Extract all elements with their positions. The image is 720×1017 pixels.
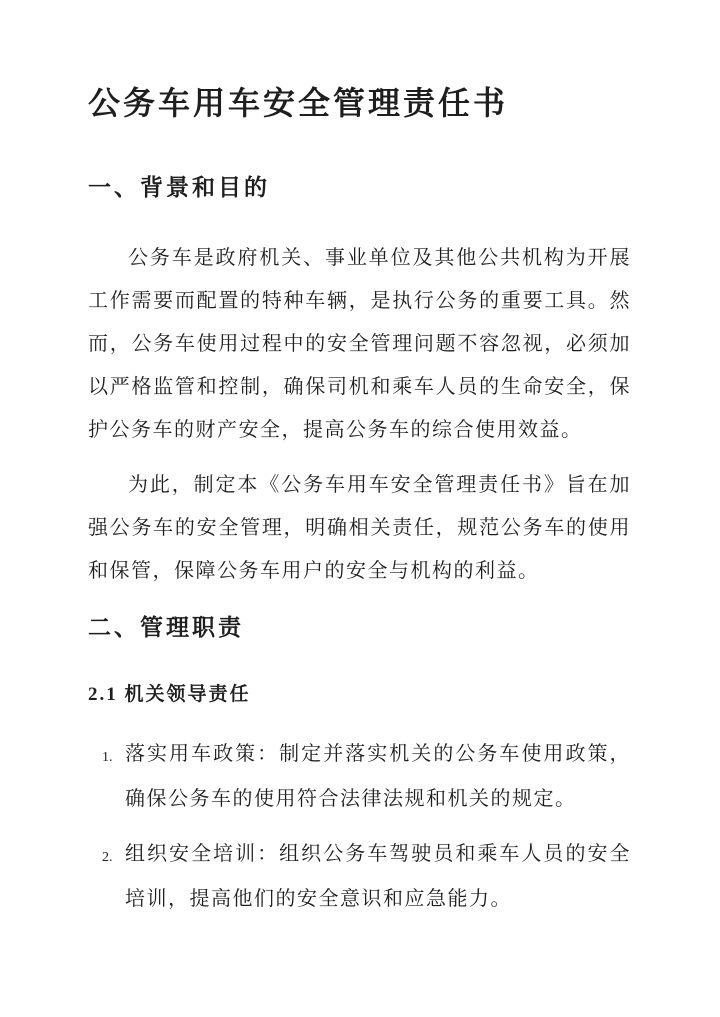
section-heading-background: 一、背景和目的 bbox=[88, 175, 270, 200]
paragraph-background-2: 为此，制定本《公务车用车安全管理责任书》旨在加强公务车的安全管理，明确相关责任，规范公务车的使用和保管，保障公务车用户的安全与机构的利益。 bbox=[88, 474, 631, 582]
duties-numbered-list bbox=[88, 732, 631, 922]
paragraph-background-1: 公务车是政府机关、事业单位及其他公共机构为开展工作需要而配置的特种车辆，是执行公务的重要工具。然而，公务车使用过程中的安全管理问题不容忽视，必须加以严格监管和控制，确保司机和乘车人员的生命安全，保护公务车的财产安全，提高公务车的综合使用效益。 bbox=[88, 247, 631, 441]
list-item bbox=[88, 832, 631, 922]
list-item bbox=[88, 732, 631, 822]
list-item-text: 组织安全培训：组织公务车驾驶员和乘车人员的安全培训，提高他们的安全意识和应急能力。 bbox=[125, 843, 631, 910]
list-item-number: 1. bbox=[102, 750, 113, 765]
list-item-number: 2. bbox=[102, 850, 113, 865]
list-item-text: 落实用车政策：制定并落实机关的公务车使用政策，确保公务车的使用符合法律法规和机关的规定。 bbox=[125, 743, 631, 810]
section-heading-duties: 二、管理职责 bbox=[88, 615, 244, 640]
subsection-heading-leadership: 2.1 机关领导责任 bbox=[88, 684, 251, 705]
document-title: 公务车用车安全管理责任书 bbox=[88, 85, 509, 121]
